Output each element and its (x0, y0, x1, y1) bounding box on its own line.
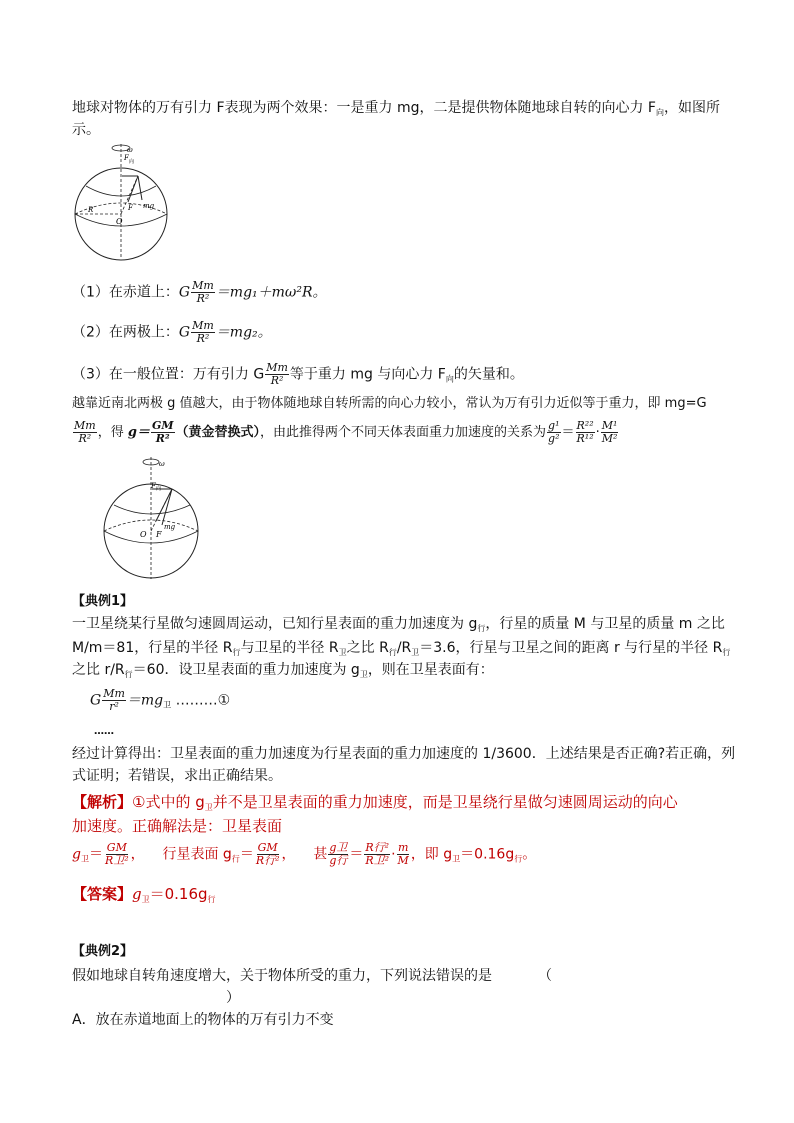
f-total-vector (128, 176, 138, 202)
label-f-center: F (156, 530, 162, 539)
label-f-sub: 向 (129, 159, 135, 165)
analysis-formulas: $g_卫=$ $\frac{GM}{\text{R卫²}}$ ， 行星表面 $g_行=$ $\frac{GM}{\text{R行²}}$ ， 甚 $\frac{\text{g卫}}{\text{g行}}$ ＝ $\frac{\text{R行²}}{\text{R卫²}}$ · $\frac{m}{M}$ ，即 $g_卫=0.16g_行$。 (72, 841, 537, 867)
case-general: （3）在一般位置：万有引力 G $\frac{Mm}{\text{R²}}$ 等于重力 mg 与向心力 $F_向$的矢量和。 (72, 361, 524, 387)
example1-dots: …… (94, 726, 114, 737)
example1-line-1: 一卫星绕某行星做匀速圆周运动，已知行星表面的重力加速度为 $g_行$，行星的质量 M 与卫星的质量 m 之比 (72, 616, 725, 633)
label-omega: ω (159, 460, 165, 468)
example2-paren-close: ） (226, 990, 240, 1006)
example1-title: 【典例1】 (72, 594, 134, 609)
label-f-center: F (128, 204, 133, 212)
case-equator: （1）在赤道上：G $\frac{Mm}{\text{R²}}$ ＝mg₁＋mω²R。 (72, 279, 327, 305)
label-f: F (124, 154, 129, 162)
label-mg: mg (143, 202, 155, 210)
example2-option-a: A．放在赤道地面上的物体的万有引力不变 (72, 1012, 334, 1028)
label-mg: mg (164, 523, 176, 531)
para2-line-2: $\frac{Mm}{\text{R²}}$ ，得 g＝ $\frac{GM}{\text{R²}}$ （黄金替换式），由此推得两个不同天体表面重力加速度的关系为 $\frac{\text{g¹}}{\text{g²}}$ ＝ $\frac{\text{R²²}}{\text{R¹²}}$ · $\frac{\text{M¹}}{\text{M²}}$ (74, 419, 618, 445)
para2-line-1: 越靠近南北两极 g 值越大，由于物体随地球自转所需的向心力较小，常认为万有引力近似等于重力，即 mg=G (72, 396, 707, 411)
example2-title: 【典例2】 (72, 944, 134, 959)
answer-line: 【答案】$g_卫=0.16g_行$ (72, 885, 216, 904)
label-omega: ω (127, 146, 133, 154)
analysis-line-1: 【解析】①式中的 $g_卫$并不是卫星表面的重力加速度，而是卫星绕行星做匀速圆周运动的向心 (72, 793, 678, 812)
example1-line-2: M/m＝81，行星的半径 $R_行$与卫星的半径 $R_卫$之比 $R_行/R_卫=3.6$，行星与卫星之间的距离 r 与行星的半径 $R_行$ (72, 640, 731, 657)
case-poles: （2）在两极上：G $\frac{Mm}{\text{R²}}$ ＝mg₂。 (72, 319, 272, 345)
example2-paren-open: （ (538, 968, 552, 984)
example1-equation: G $\frac{Mm}{\text{r²}}$ $=mg_卫$ ………① (90, 687, 231, 713)
label-o: O (116, 217, 123, 226)
intro-line-1: 地球对物体的万有引力 F表现为两个效果：一是重力 mg，二是提供物体随地球自转的向心力 $F_向$，如图所 (72, 100, 720, 117)
example1-line-4: 经过计算得出：卫星表面的重力加速度为行星表面的重力加速度的 1/3600．上述结果是否正确?若正确，列 (72, 746, 736, 762)
latitude-line (114, 505, 190, 514)
label-f: F (151, 482, 156, 490)
figure-earth-2 (100, 455, 202, 583)
label-o: O (140, 530, 147, 539)
example1-line-3: 之比 $r/R_行=60$．设卫星表面的重力加速度为 $g_卫$，则在卫星表面有： (72, 662, 494, 679)
example2-line-1: 假如地球自转角速度增大，关于物体所受的重力，下列说法错误的是 (72, 968, 492, 984)
mg-vector (138, 176, 142, 200)
figure-earth-1 (70, 142, 172, 262)
analysis-line-2: 加速度。正确解法是：卫星表面 (72, 817, 283, 835)
label-f-sub: 向 (156, 486, 162, 492)
label-r: R (88, 206, 94, 214)
intro-line-2: 示。 (72, 122, 100, 138)
example1-line-5: 式证明；若错误，求出正确结果。 (72, 768, 282, 784)
